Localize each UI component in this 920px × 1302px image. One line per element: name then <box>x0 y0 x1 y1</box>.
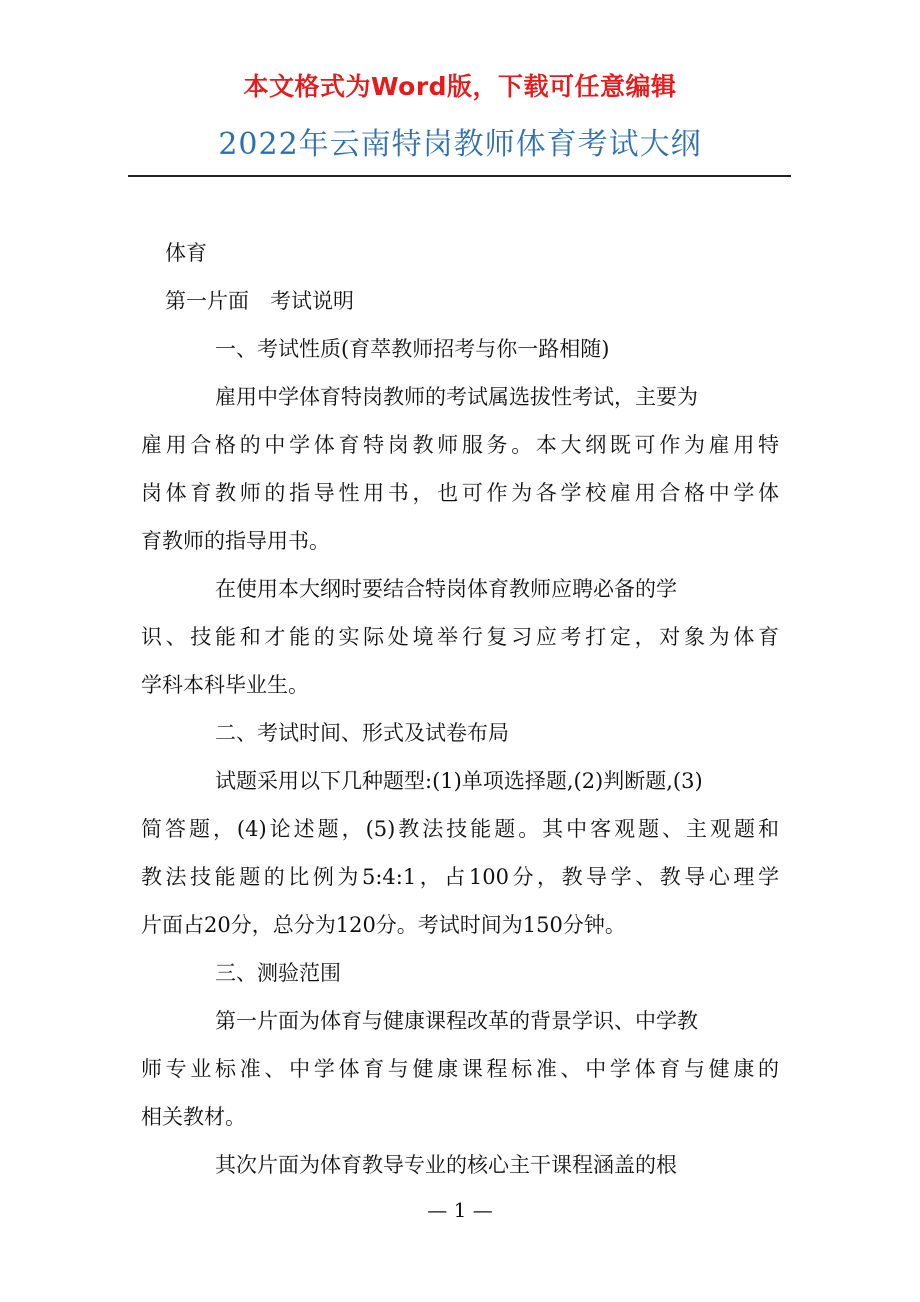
paragraph-line: 雇用中学体育特岗教师的考试属选拔性考试，主要为 <box>215 385 698 409</box>
paragraph-line: 第一片面为体育与健康课程改革的背景学识、中学教 <box>215 1009 698 1033</box>
part-heading: 第一片面 考试说明 <box>165 289 354 313</box>
paragraph-line: 其次片面为体育教导专业的核心主干课程涵盖的根 <box>215 1153 677 1177</box>
paragraph-line: 简答题，(4)论述题，(5)教法技能题。其中客观题、主观题和 <box>141 817 779 841</box>
subject-label: 体育 <box>165 241 207 265</box>
section-heading-exam-nature: 一、考试性质(育萃教师招考与你一路相随) <box>215 337 610 361</box>
section-heading-exam-format: 二、考试时间、形式及试卷布局 <box>215 721 509 745</box>
page-number: — 1 — <box>427 1198 493 1222</box>
paragraph-line: 岗体育教师的指导性用书，也可作为各学校雇用合格中学体 <box>141 481 779 505</box>
download-notice-banner: 本文格式为Word版，下载可任意编辑 <box>243 72 677 101</box>
paragraph-line: 相关教材。 <box>141 1105 246 1129</box>
paragraph-line: 师专业标准、中学体育与健康课程标准、中学体育与健康的 <box>141 1057 779 1081</box>
paragraph-line: 学科本科毕业生。 <box>141 673 309 697</box>
paragraph-line: 试题采用以下几种题型:(1)单项选择题,(2)判断题,(3) <box>215 769 703 793</box>
paragraph-line: 片面占20分，总分为120分。考试时间为150分钟。 <box>141 913 626 937</box>
paragraph-line: 教法技能题的比例为5:4:1，占100分，教导学、教导心理学 <box>141 865 779 889</box>
document-title: 2022年云南特岗教师体育考试大纲 <box>218 127 702 162</box>
paragraph-line: 识、技能和才能的实际处境举行复习应考打定，对象为体育 <box>141 625 779 649</box>
paragraph-line: 育教师的指导用书。 <box>141 529 330 553</box>
section-heading-exam-scope: 三、测验范围 <box>215 961 341 985</box>
title-divider <box>128 175 791 177</box>
paragraph-line: 在使用本大纲时要结合特岗体育教师应聘必备的学 <box>215 577 677 601</box>
paragraph-line: 雇用合格的中学体育特岗教师服务。本大纲既可作为雇用特 <box>141 433 779 457</box>
